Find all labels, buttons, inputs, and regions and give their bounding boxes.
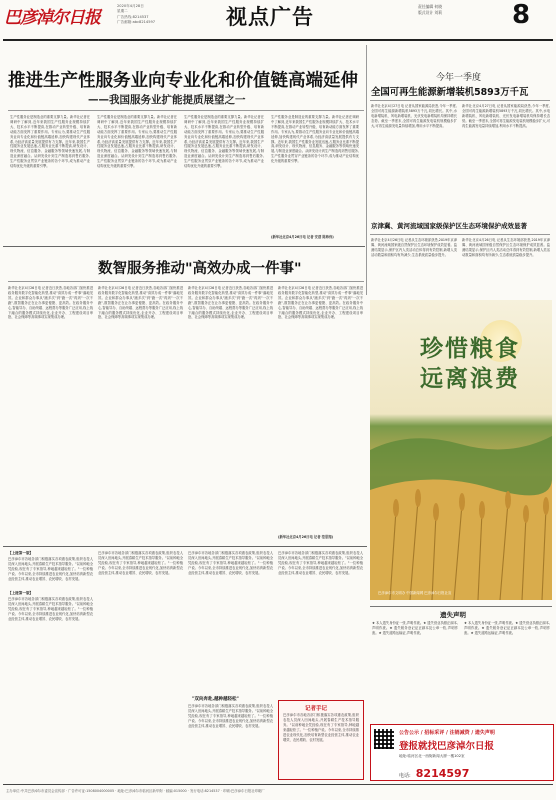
lower-col1b: 巴彦淖尔市各地各部门积极落实各项惠农政策,组织农技人员深入田间地头,开展春耕生产技术指导服务。"以前种地全凭经验,现在有了专家指导,种地越来越轻松了。"一位种植户说。今年以来,全市持续推进农业现代化,加快培育新型农业经营主体,推动农业增效、农民增收、农村发展。: [8, 597, 93, 621]
service-phone-label: 电话:: [399, 773, 411, 779]
lower-col2: 巴彦淖尔市各地各部门积极落实各项惠农政策,组织农技人员深入田间地头,开展春耕生产技术指导服务。"以前种地全凭经验,现在有了专家指导,种地越来越轻松了。"一位种植户说。今年以来,全市持续推进农业现代化,加快培育新型农业经营主体,推动农业增效、农民增收、农村发展。: [98, 551, 183, 575]
feature-source: (新华社北京4月26日电 记者 范思翔): [278, 535, 334, 539]
ad-phone: 广告热线:8214537: [117, 14, 149, 19]
side2-headline: 京津冀、黄河流域国家级保护区生态环境保护成效显著: [371, 222, 527, 230]
column-divider-main: [366, 45, 367, 295]
side1-headline: 全国可再生能源新增装机5893万千瓦: [371, 87, 529, 98]
poster-caption: 巴彦淖尔市文明办 中国新闻网 巴彦淖尔日报社宣: [378, 591, 452, 595]
side1-body-col1: 新华社北京4月27日电 记者从国家能源局获悉,今年一季度,全国可再生能源新增装机5893万千瓦,同比增长。其中,水电新增装机、风电新增装机、光伏发电新增装机均保持增长态势。截至一季度末,全国可再生能源发电装机规模稳步扩大,可再生能源发电量持续增加,利用水平不断提高。: [371, 104, 457, 128]
page-number: 8: [512, 0, 531, 30]
feature-body-col1: 新华社北京4月26日电 记者近日获悉,各地各部门加快推进政务服务数字化智能化转型,推动"高效办成一件事"落地见效。企业和群众办事从"跑多次"到"跑一次"再到"一次不跑",数智服务正在让办事更便捷、更高效。在政务服务中心,智能导办、自助终端、远程帮办等服务广泛应用,线上线下融合的服务模式持续优化,企业开办、工程建设项目审批、社会保障等高频事项实现集成办理。: [8, 286, 93, 320]
section-rule-2: [3, 546, 367, 547]
feature-body-col3: 新华社北京4月26日电 记者近日获悉,各地各部门加快推进政务服务数字化智能化转型,推动"高效办成一件事"落地见效。企业和群众办事从"跑多次"到"跑一次"再到"一次不跑",数智服务正在让办事更便捷、更高效。在政务服务中心,智能导办、自助终端、远程帮办等服务广泛应用,线上线下融合的服务模式持续优化,企业开办、工程建设项目审批、社会保障等高频事项实现集成办理。: [188, 286, 273, 320]
notices-body-col2: ★ 本人遗失身份证一张,声明作废。★ 遗失营业执照正副本,声明作废。★ 遗失税务登记证正副本及公章一枚,声明作废。★ 遗失道路运输证,声明作废。: [464, 621, 550, 635]
lead-source: (新华社北京4月26日电 记者 安蓓 陈炜伟): [271, 235, 334, 239]
reporter-note-body: 巴彦淖尔市各地各部门积极落实各项惠农政策,组织农技人员深入田间地头,开展春耕生产技术指导服务。"以前种地全凭经验,现在有了专家指导,种地越来越轻松了。"一位种植户说。今年以来,全市持续推进农业现代化,加快培育新型农业经营主体,推动农业增效、农民增收、农村发展。: [283, 713, 359, 742]
continued-label-2: 【上接第一版】: [8, 591, 34, 595]
feature-rule: [8, 281, 364, 282]
section-rule-1: [3, 246, 365, 247]
service-line-1: 公告公示 / 招标采评 / 注销减资 / 遗失声明: [399, 730, 495, 736]
masthead-rule: [3, 39, 553, 41]
feature-body-col2: 新华社北京4月26日电 记者近日获悉,各地各部门加快推进政务服务数字化智能化转型,推动"高效办成一件事"落地见效。企业和群众办事从"跑多次"到"跑一次"再到"一次不跑",数智服务正在让办事更便捷、更高效。在政务服务中心,智能导办、自助终端、远程帮办等服务广泛应用,线上线下融合的服务模式持续优化,企业开办、工程建设项目审批、社会保障等高频事项实现集成办理。: [98, 286, 183, 320]
issue-date: 2020年4月28日: [117, 4, 144, 8]
notices-box: [370, 606, 552, 723]
staff-info: 责任编辑 何晓 版式设计 刘莉: [418, 4, 442, 15]
issue-weekday: 星期二: [117, 9, 128, 14]
lead-body-col3: 生产性服务业是制造业的重要支撑力量。新华社记者在调研中了解到,近年来我国生产性服务业规模持续扩大、技术水平不断提高,在推动产业转型升级、培育新动能方面发挥了重要作用。专家认为,要推动生产性服务业向专业化和价值链高端延伸,加快构建现代产业体系,为经济高质量发展提供有力支撑。近年来,我国生产性服务业发展迅速,占服务业比重不断提高,研发设计、现代物流、信息服务、金融服务等领域快速发展,与制造业深度融合。从研发设计到生产制造再到售后服务,生产性服务业贯穿产业链条的各个环节,成为推动产业结构优化升级的重要引擎。: [184, 115, 264, 169]
service-address: 地址:临河区北一西街新闻大厦一楼102室: [399, 754, 465, 758]
lead-rule: [8, 110, 364, 111]
side2-body-col2: 新华社北京4月26日电 记者从生态环境部获悉,2019年京津冀、黄河流域国家级自然保护区生态环境保护成效显著。监测结果显示,保护区内人类活动总体得到有效控制,新增人类活动数量和面积均有所减少,生态系统质量稳步提升。: [462, 238, 550, 257]
side1-kicker: 今年一季度: [436, 73, 482, 83]
lead-subhead: ——我国服务业扩能提质展望之一: [88, 94, 246, 106]
wheat-field-graphic: [370, 430, 552, 600]
notices-title: 遗失声明: [440, 611, 466, 619]
reporter-note-box: [278, 700, 364, 780]
footer-text: 主办单位:中共巴彦淖尔市委员会宣传部 · 广告许可证:1508004000005 · 地址:巴彦淖尔市临河区新华街 · 邮编:015000 · 发行电话:8214537 · 印刷:巴彦淖尔日报社印刷厂: [6, 789, 265, 793]
food-poster: [370, 300, 552, 600]
ad-email: 广告邮箱:abc8214597: [117, 20, 156, 25]
continued-label-1: 【上接第一版】: [8, 551, 34, 555]
lead-body-col1: 生产性服务业是制造业的重要支撑力量。新华社记者在调研中了解到,近年来我国生产性服务业规模持续扩大、技术水平不断提高,在推动产业转型升级、培育新动能方面发挥了重要作用。专家认为,要推动生产性服务业向专业化和价值链高端延伸,加快构建现代产业体系,为经济高质量发展提供有力支撑。近年来,我国生产性服务业发展迅速,占服务业比重不断提高,研发设计、现代物流、信息服务、金融服务等领域快速发展,与制造业深度融合。从研发设计到生产制造再到售后服务,生产性服务业贯穿产业链条的各个环节,成为推动产业结构优化升级的重要引擎。: [10, 115, 90, 169]
feature-headline: 数智服务推动"高效办成一件事": [98, 261, 302, 277]
side1-body-col2: 新华社北京4月27日电 记者从国家能源局获悉,今年一季度,全国可再生能源新增装机5893万千瓦,同比增长。其中,水电新增装机、风电新增装机、光伏发电新增装机均保持增长态势。截至一季度末,全国可再生能源发电装机规模稳步扩大,可再生能源发电量持续增加,利用水平不断提高。: [462, 104, 550, 128]
footer-rule: [3, 784, 553, 785]
poster-line-2: 远离浪费: [420, 366, 520, 392]
service-ad: [370, 724, 554, 781]
lead-body-col2: 生产性服务业是制造业的重要支撑力量。新华社记者在调研中了解到,近年来我国生产性服务业规模持续扩大、技术水平不断提高,在推动产业转型升级、培育新动能方面发挥了重要作用。专家认为,要推动生产性服务业向专业化和价值链高端延伸,加快构建现代产业体系,为经济高质量发展提供有力支撑。近年来,我国生产性服务业发展迅速,占服务业比重不断提高,研发设计、现代物流、信息服务、金融服务等领域快速发展,与制造业深度融合。从研发设计到生产制造再到售后服务,生产性服务业贯穿产业链条的各个环节,成为推动产业结构优化升级的重要引擎。: [97, 115, 177, 169]
feature-body-col4: 新华社北京4月26日电 记者近日获悉,各地各部门加快推进政务服务数字化智能化转型,推动"高效办成一件事"落地见效。企业和群众办事从"跑多次"到"跑一次"再到"一次不跑",数智服务正在让办事更便捷、更高效。在政务服务中心,智能导办、自助终端、远程帮办等服务广泛应用,线上线下融合的服务模式持续优化,企业开办、工程建设项目审批、社会保障等高频事项实现集成办理。: [278, 286, 363, 320]
notices-body-col1: ★ 本人遗失身份证一张,声明作废。★ 遗失营业执照正副本,声明作废。★ 遗失税务登记证正副本及公章一枚,声明作废。★ 遗失道路运输证,声明作废。: [372, 621, 458, 635]
side1-rule: [370, 100, 550, 101]
qr-code: [374, 729, 394, 749]
newspaper-logo: 巴彦淖尔日报: [4, 8, 100, 28]
column-quote: "双向奔赴,越种越轻松": [192, 697, 239, 702]
lower-col3: 巴彦淖尔市各地各部门积极落实各项惠农政策,组织农技人员深入田间地头,开展春耕生产技术指导服务。"以前种地全凭经验,现在有了专家指导,种地越来越轻松了。"一位种植户说。今年以来,全市持续推进农业现代化,加快培育新型农业经营主体,推动农业增效、农民增收、农村发展。: [188, 551, 273, 575]
poster-line-1: 珍惜粮食: [420, 336, 520, 362]
lead-headline: 推进生产性服务业向专业化和价值链高端延伸: [8, 71, 358, 91]
lower-col4: 巴彦淖尔市各地各部门积极落实各项惠农政策,组织农技人员深入田间地头,开展春耕生产技术指导服务。"以前种地全凭经验,现在有了专家指导,种地越来越轻松了。"一位种植户说。今年以来,全市持续推进农业现代化,加快培育新型农业经营主体,推动农业增效、农民增收、农村发展。: [278, 551, 363, 575]
section-title: 视点广告: [226, 5, 314, 29]
reporter-note-title: 记者手记: [305, 706, 328, 712]
lower-col1: 巴彦淖尔市各地各部门积极落实各项惠农政策,组织农技人员深入田间地头,开展春耕生产技术指导服务。"以前种地全凭经验,现在有了专家指导,种地越来越轻松了。"一位种植户说。今年以来,全市持续推进农业现代化,加快培育新型农业经营主体,推动农业增效、农民增收、农村发展。: [8, 557, 93, 581]
service-phone: 8214597: [415, 767, 470, 780]
side2-rule: [370, 234, 550, 235]
masthead-info: [117, 4, 155, 26]
lower-col3b: 巴彦淖尔市各地各部门积极落实各项惠农政策,组织农技人员深入田间地头,开展春耕生产技术指导服务。"以前种地全凭经验,现在有了专家指导,种地越来越轻松了。"一位种植户说。今年以来,全市持续推进农业现代化,加快培育新型农业经营主体,推动农业增效、农民增收、农村发展。: [188, 704, 273, 728]
service-phone-row: [399, 762, 469, 781]
lead-body-col4: 生产性服务业是制造业的重要支撑力量。新华社记者在调研中了解到,近年来我国生产性服务业规模持续扩大、技术水平不断提高,在推动产业转型升级、培育新动能方面发挥了重要作用。专家认为,要推动生产性服务业向专业化和价值链高端延伸,加快构建现代产业体系,为经济高质量发展提供有力支撑。近年来,我国生产性服务业发展迅速,占服务业比重不断提高,研发设计、现代物流、信息服务、金融服务等领域快速发展,与制造业深度融合。从研发设计到生产制造再到售后服务,生产性服务业贯穿产业链条的各个环节,成为推动产业结构优化升级的重要引擎。: [271, 115, 359, 164]
side2-body-col1: 新华社北京4月26日电 记者从生态环境部获悉,2019年京津冀、黄河流域国家级自然保护区生态环境保护成效显著。监测结果显示,保护区内人类活动总体得到有效控制,新增人类活动数量和面积均有所减少,生态系统质量稳步提升。: [371, 238, 457, 257]
service-line-2: 登报就找巴彦淖尔日报: [399, 741, 495, 752]
